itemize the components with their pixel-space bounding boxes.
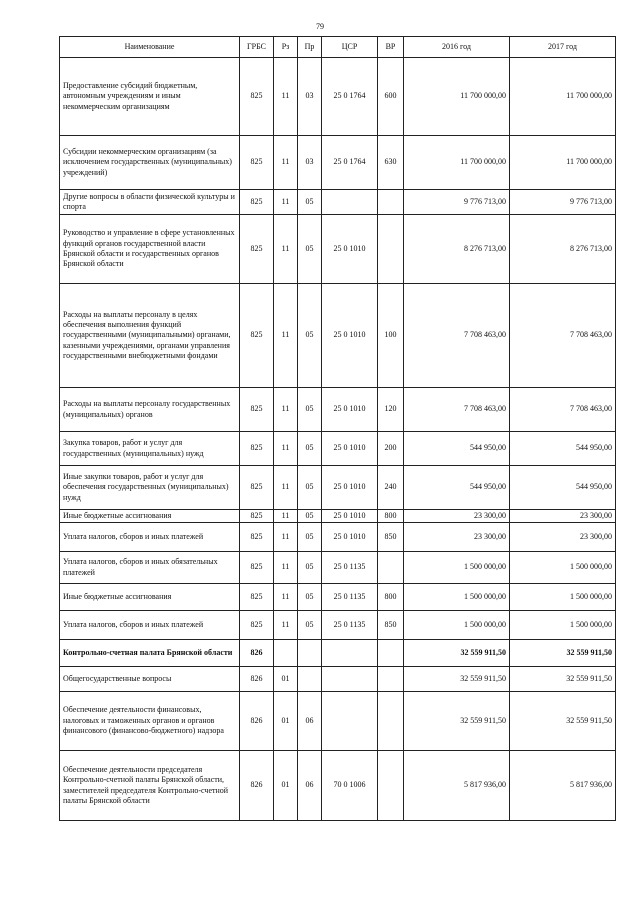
cell-2017: 32 559 911,50 — [510, 640, 616, 667]
cell-grbs: 826 — [240, 751, 274, 821]
cell-pr — [298, 667, 322, 692]
cell-pr: 05 — [298, 190, 322, 215]
cell-name: Руководство и управление в сфере установленных функций органов государственной власти Брянской области и государственных органов Брянской области — [60, 215, 240, 284]
cell-csr: 25 0 1010 — [322, 466, 378, 510]
header-2017: 2017 год — [510, 37, 616, 58]
cell-rz: 11 — [274, 466, 298, 510]
cell-vr — [378, 751, 404, 821]
cell-pr: 05 — [298, 388, 322, 432]
cell-vr — [378, 692, 404, 751]
page-number: 79 — [316, 22, 324, 31]
cell-grbs: 825 — [240, 552, 274, 584]
cell-pr: 03 — [298, 58, 322, 136]
cell-pr: 05 — [298, 284, 322, 388]
cell-csr: 25 0 1135 — [322, 552, 378, 584]
cell-rz — [274, 640, 298, 667]
table-row — [60, 466, 616, 510]
table-row — [60, 523, 616, 552]
cell-rz: 11 — [274, 58, 298, 136]
cell-2016: 9 776 713,00 — [404, 190, 510, 215]
cell-csr: 25 0 1135 — [322, 584, 378, 611]
cell-csr: 25 0 1764 — [322, 58, 378, 136]
cell-grbs: 826 — [240, 667, 274, 692]
cell-pr: 05 — [298, 432, 322, 466]
cell-grbs: 825 — [240, 284, 274, 388]
cell-vr: 800 — [378, 584, 404, 611]
cell-vr: 850 — [378, 611, 404, 640]
table-row — [60, 640, 616, 667]
cell-2016: 7 708 463,00 — [404, 388, 510, 432]
cell-2016: 23 300,00 — [404, 510, 510, 523]
table-row — [60, 432, 616, 466]
cell-grbs: 825 — [240, 215, 274, 284]
cell-rz: 11 — [274, 215, 298, 284]
cell-2016: 11 700 000,00 — [404, 136, 510, 190]
cell-grbs: 825 — [240, 510, 274, 523]
cell-2017: 7 708 463,00 — [510, 284, 616, 388]
cell-rz: 11 — [274, 510, 298, 523]
cell-name: Расходы на выплаты персоналу в целях обеспечения выполнения функций государственными (муниципальными) органами, казенными учреждениями, органами управления государственными внебюджетными фондами — [60, 284, 240, 388]
cell-pr: 05 — [298, 584, 322, 611]
cell-vr: 100 — [378, 284, 404, 388]
budget-table — [59, 36, 616, 821]
cell-grbs: 825 — [240, 190, 274, 215]
cell-2016: 32 559 911,50 — [404, 667, 510, 692]
cell-pr: 05 — [298, 523, 322, 552]
cell-rz: 11 — [274, 284, 298, 388]
cell-name: Иные бюджетные ассигнования — [60, 584, 240, 611]
cell-pr: 06 — [298, 692, 322, 751]
cell-name: Другие вопросы в области физической культуры и спорта — [60, 190, 240, 215]
cell-pr: 05 — [298, 611, 322, 640]
cell-pr: 05 — [298, 215, 322, 284]
header-2016: 2016 год — [404, 37, 510, 58]
cell-name: Уплата налогов, сборов и иных обязательных платежей — [60, 552, 240, 584]
table-header-row — [60, 37, 616, 58]
cell-2016: 544 950,00 — [404, 466, 510, 510]
cell-2017: 1 500 000,00 — [510, 584, 616, 611]
cell-2017: 544 950,00 — [510, 466, 616, 510]
cell-pr: 06 — [298, 751, 322, 821]
cell-2017: 11 700 000,00 — [510, 136, 616, 190]
header-pr: Пр — [298, 37, 322, 58]
table-row — [60, 284, 616, 388]
cell-csr: 25 0 1010 — [322, 523, 378, 552]
cell-name: Расходы на выплаты персоналу государственных (муниципальных) органов — [60, 388, 240, 432]
table-row — [60, 667, 616, 692]
cell-rz: 11 — [274, 552, 298, 584]
cell-vr: 120 — [378, 388, 404, 432]
cell-2017: 32 559 911,50 — [510, 692, 616, 751]
cell-2017: 7 708 463,00 — [510, 388, 616, 432]
cell-2016: 32 559 911,50 — [404, 640, 510, 667]
table-row — [60, 751, 616, 821]
cell-grbs: 825 — [240, 611, 274, 640]
table-row — [60, 611, 616, 640]
cell-name: Уплата налогов, сборов и иных платежей — [60, 523, 240, 552]
cell-vr — [378, 190, 404, 215]
cell-csr: 25 0 1764 — [322, 136, 378, 190]
cell-csr: 25 0 1135 — [322, 611, 378, 640]
cell-vr — [378, 667, 404, 692]
header-rz: Рз — [274, 37, 298, 58]
cell-rz: 11 — [274, 432, 298, 466]
header-grbs: ГРБС — [240, 37, 274, 58]
cell-rz: 11 — [274, 584, 298, 611]
table-row — [60, 510, 616, 523]
header-vr: ВР — [378, 37, 404, 58]
cell-2017: 1 500 000,00 — [510, 552, 616, 584]
cell-2016: 1 500 000,00 — [404, 584, 510, 611]
cell-rz: 01 — [274, 692, 298, 751]
table-row — [60, 215, 616, 284]
cell-vr — [378, 215, 404, 284]
cell-csr: 25 0 1010 — [322, 284, 378, 388]
cell-name: Иные закупки товаров, работ и услуг для обеспечения государственных (муниципальных) нужд — [60, 466, 240, 510]
cell-2017: 9 776 713,00 — [510, 190, 616, 215]
cell-2017: 23 300,00 — [510, 510, 616, 523]
cell-rz: 01 — [274, 751, 298, 821]
table-row — [60, 552, 616, 584]
cell-grbs: 825 — [240, 388, 274, 432]
cell-csr — [322, 640, 378, 667]
table-row — [60, 388, 616, 432]
cell-name: Контрольно-счетная палата Брянской области — [60, 640, 240, 667]
cell-grbs: 825 — [240, 136, 274, 190]
table-body — [60, 58, 616, 821]
cell-rz: 11 — [274, 190, 298, 215]
cell-csr — [322, 667, 378, 692]
cell-vr: 600 — [378, 58, 404, 136]
cell-2017: 8 276 713,00 — [510, 215, 616, 284]
cell-csr — [322, 692, 378, 751]
table-row — [60, 692, 616, 751]
cell-csr: 70 0 1006 — [322, 751, 378, 821]
cell-vr: 630 — [378, 136, 404, 190]
cell-grbs: 825 — [240, 58, 274, 136]
cell-name: Обеспечение деятельности финансовых, налоговых и таможенных органов и органов финансового (финансово-бюджетного) надзора — [60, 692, 240, 751]
cell-2016: 7 708 463,00 — [404, 284, 510, 388]
cell-2017: 11 700 000,00 — [510, 58, 616, 136]
cell-rz: 11 — [274, 388, 298, 432]
cell-2016: 11 700 000,00 — [404, 58, 510, 136]
cell-grbs: 826 — [240, 640, 274, 667]
cell-vr: 200 — [378, 432, 404, 466]
cell-pr: 05 — [298, 466, 322, 510]
cell-name: Закупка товаров, работ и услуг для государственных (муниципальных) нужд — [60, 432, 240, 466]
cell-2017: 544 950,00 — [510, 432, 616, 466]
cell-name: Иные бюджетные ассигнования — [60, 510, 240, 523]
cell-grbs: 825 — [240, 432, 274, 466]
cell-rz: 01 — [274, 667, 298, 692]
cell-2017: 32 559 911,50 — [510, 667, 616, 692]
cell-2016: 544 950,00 — [404, 432, 510, 466]
header-csr: ЦСР — [322, 37, 378, 58]
cell-rz: 11 — [274, 523, 298, 552]
table-row — [60, 584, 616, 611]
cell-2016: 5 817 936,00 — [404, 751, 510, 821]
cell-vr: 800 — [378, 510, 404, 523]
cell-grbs: 825 — [240, 466, 274, 510]
cell-2017: 5 817 936,00 — [510, 751, 616, 821]
cell-pr — [298, 640, 322, 667]
cell-pr: 03 — [298, 136, 322, 190]
cell-csr: 25 0 1010 — [322, 510, 378, 523]
cell-rz: 11 — [274, 611, 298, 640]
cell-vr — [378, 552, 404, 584]
cell-vr — [378, 640, 404, 667]
cell-csr — [322, 190, 378, 215]
cell-vr: 240 — [378, 466, 404, 510]
cell-rz: 11 — [274, 136, 298, 190]
cell-2017: 23 300,00 — [510, 523, 616, 552]
cell-grbs: 825 — [240, 584, 274, 611]
header-name: Наименование — [60, 37, 240, 58]
table-row — [60, 58, 616, 136]
cell-2016: 32 559 911,50 — [404, 692, 510, 751]
cell-2016: 8 276 713,00 — [404, 215, 510, 284]
cell-2016: 23 300,00 — [404, 523, 510, 552]
cell-name: Общегосударственные вопросы — [60, 667, 240, 692]
table-row — [60, 190, 616, 215]
cell-name: Субсидии некоммерческим организациям (за исключением государственных (муниципальных) учреждений) — [60, 136, 240, 190]
cell-csr: 25 0 1010 — [322, 215, 378, 284]
cell-name: Предоставление субсидий бюджетным, автономным учреждениям и иным некоммерческим организациям — [60, 58, 240, 136]
cell-grbs: 826 — [240, 692, 274, 751]
cell-pr: 05 — [298, 552, 322, 584]
cell-name: Обеспечение деятельности председателя Контрольно-счетной палаты Брянской области, заместителей председателя Контрольно-счетной палаты Брянской области — [60, 751, 240, 821]
cell-2016: 1 500 000,00 — [404, 552, 510, 584]
cell-2017: 1 500 000,00 — [510, 611, 616, 640]
table-row — [60, 136, 616, 190]
cell-csr: 25 0 1010 — [322, 432, 378, 466]
cell-name: Уплата налогов, сборов и иных платежей — [60, 611, 240, 640]
cell-vr: 850 — [378, 523, 404, 552]
cell-grbs: 825 — [240, 523, 274, 552]
cell-pr: 05 — [298, 510, 322, 523]
cell-2016: 1 500 000,00 — [404, 611, 510, 640]
cell-csr: 25 0 1010 — [322, 388, 378, 432]
